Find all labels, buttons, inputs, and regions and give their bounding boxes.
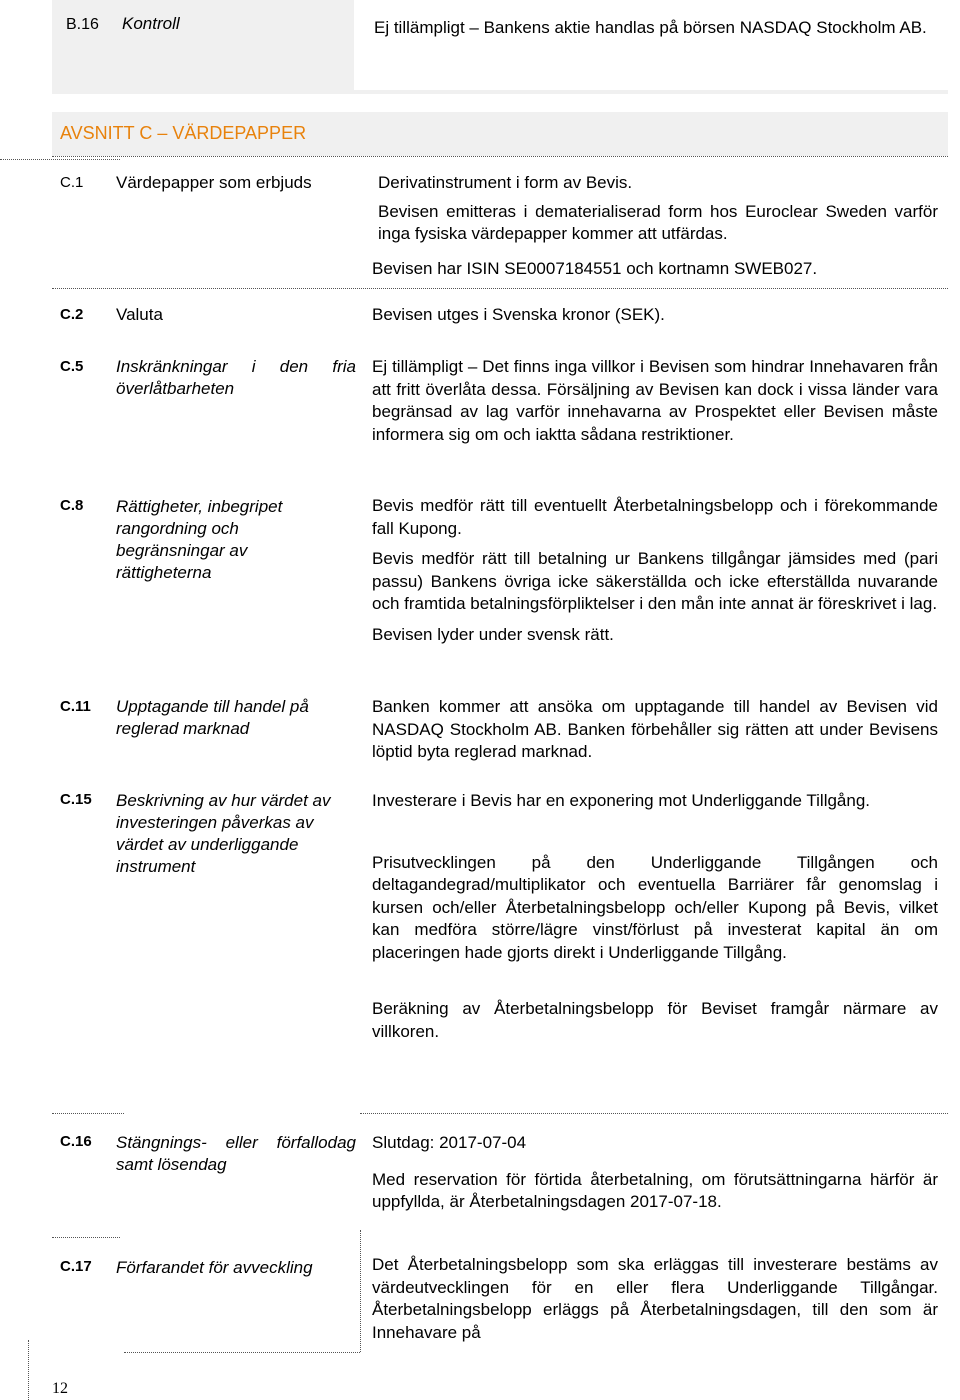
section-title: AVSNITT C – VÄRDEPAPPER — [60, 123, 307, 143]
row-text — [372, 1254, 938, 1344]
divider — [124, 1352, 360, 1353]
paragraph: Ej tillämpligt – Det finns inga villkor i Bevisen som hindrar Innehavaren från att fritt överlåta dessa. Försäljning av Bevisen kan dock i vissa länder vara begränsad av lag varför innehavarna av Prospektet eller Bevisen måste informera sig om och iaktta sådana restriktioner. — [372, 357, 938, 444]
row-text — [372, 304, 938, 327]
paragraph: Prisutvecklingen på den Underliggande Tillgången och deltagandegrad/multiplikator och eventuella Barriärer får genomslag i kursen och/eller Återbetalningsbelopp och/eller Kupong på Bevis, vilket kan medföra större/lägre vinst/förlust på investerat kapital än om placeringen hade gjorts direkt i Underliggande Tillgång. — [372, 852, 938, 962]
row-label: Värdepapper som erbjuds — [116, 173, 312, 192]
row-label: Kontroll — [122, 14, 180, 33]
paragraph: Bevisen lyder under svensk rätt. — [372, 624, 614, 644]
row-text — [372, 696, 938, 764]
section-header — [52, 112, 948, 156]
row-label: Rättigheter, inbegripet rangordning och begränsningar av rättigheterna — [116, 497, 283, 582]
paragraph: Det Återbetalningsbelopp som ska erläggas till investerare bestäms av värdeutvecklingen för en eller flera Underliggande Tillgångar. Återbetalningsbelopp erläggs på Återbetalningsdagen, till den som är Innehavare på — [372, 1255, 938, 1342]
row-label: Stängnings- eller förfallodag samt lösendag — [116, 1133, 356, 1174]
paragraph: Bevis medför rätt till eventuellt Återbetalningsbelopp och i förekommande fall Kupong. — [372, 496, 938, 538]
paragraph: Med reservation för förtida återbetalning, om förutsättningarna härför är uppfyllda, är Återbetalningsdagen 2017-07-18. — [372, 1169, 938, 1211]
row-text — [378, 172, 938, 246]
paragraph: Bevis medför rätt till betalning ur Bankens tillgångar jämsides med (pari passu) Bankens övriga icke säkerställda och icke efterställda nuvarande och framtida betalningsförpliktelser i den mån inte annat är föreskrivet i lag. — [372, 549, 938, 613]
row-label: Inskränkningar i den fria överlåtbarheten — [116, 357, 356, 398]
row-text — [372, 258, 938, 281]
page-number: 12 — [52, 1380, 68, 1397]
row-label: Upptagande till handel på reglerad marknad — [116, 697, 309, 738]
paragraph: Banken kommer att ansöka om upptagande till handel av Bevisen vid NASDAQ Stockholm AB. Banken förbehåller sig rätten att under Bevisens löptid byta reglerad marknad. — [372, 697, 938, 761]
paragraph: Beräkning av Återbetalningsbelopp för Beviset framgår närmare av villkoren. — [372, 999, 938, 1041]
row-id: C.5 — [60, 358, 84, 375]
row-id: C.11 — [60, 698, 91, 715]
divider — [28, 1340, 29, 1400]
paragraph: Bevisen har ISIN SE0007184551 och kortnamn SWEB027. — [372, 259, 818, 278]
row-id: C.17 — [60, 1258, 92, 1275]
row-id: C.8 — [60, 497, 84, 514]
row-id: C.16 — [60, 1133, 92, 1150]
divider — [52, 156, 948, 157]
row-text — [372, 1132, 938, 1214]
row-id: C.15 — [60, 791, 92, 808]
row-label: Beskrivning av hur värdet av investeringen påverkas av värdet av underliggande instrument — [116, 791, 331, 876]
row-label: Valuta — [116, 305, 163, 324]
paragraph: Slutdag: 2017-07-04 — [372, 1133, 527, 1152]
row-text — [372, 356, 938, 446]
divider — [52, 1113, 124, 1114]
divider — [52, 288, 948, 289]
row-text — [372, 790, 938, 1043]
row-id: C.2 — [60, 306, 84, 323]
row-id: C.1 — [60, 174, 84, 191]
row-id: B.16 — [66, 16, 99, 33]
paragraph: Derivatinstrument i form av Bevis. — [378, 173, 633, 192]
divider — [360, 1230, 361, 1352]
row-text: Ej tillämpligt – Bankens aktie handlas på börsen NASDAQ Stockholm AB. — [374, 18, 927, 37]
row-label: Förfarandet för avveckling — [116, 1258, 313, 1277]
paragraph: Bevisen utges i Svenska kronor (SEK). — [372, 305, 665, 324]
b16-row — [52, 0, 948, 94]
divider — [360, 1113, 948, 1114]
divider — [0, 159, 120, 160]
row-text — [372, 495, 938, 646]
paragraph: Investerare i Bevis har en exponering mot Underliggande Tillgång. — [372, 791, 871, 810]
divider — [52, 1237, 120, 1238]
paragraph: Bevisen emitteras i dematerialiserad form hos Euroclear Sweden varför inga fysiska värdepapper kommer att utfärdas. — [378, 201, 938, 243]
